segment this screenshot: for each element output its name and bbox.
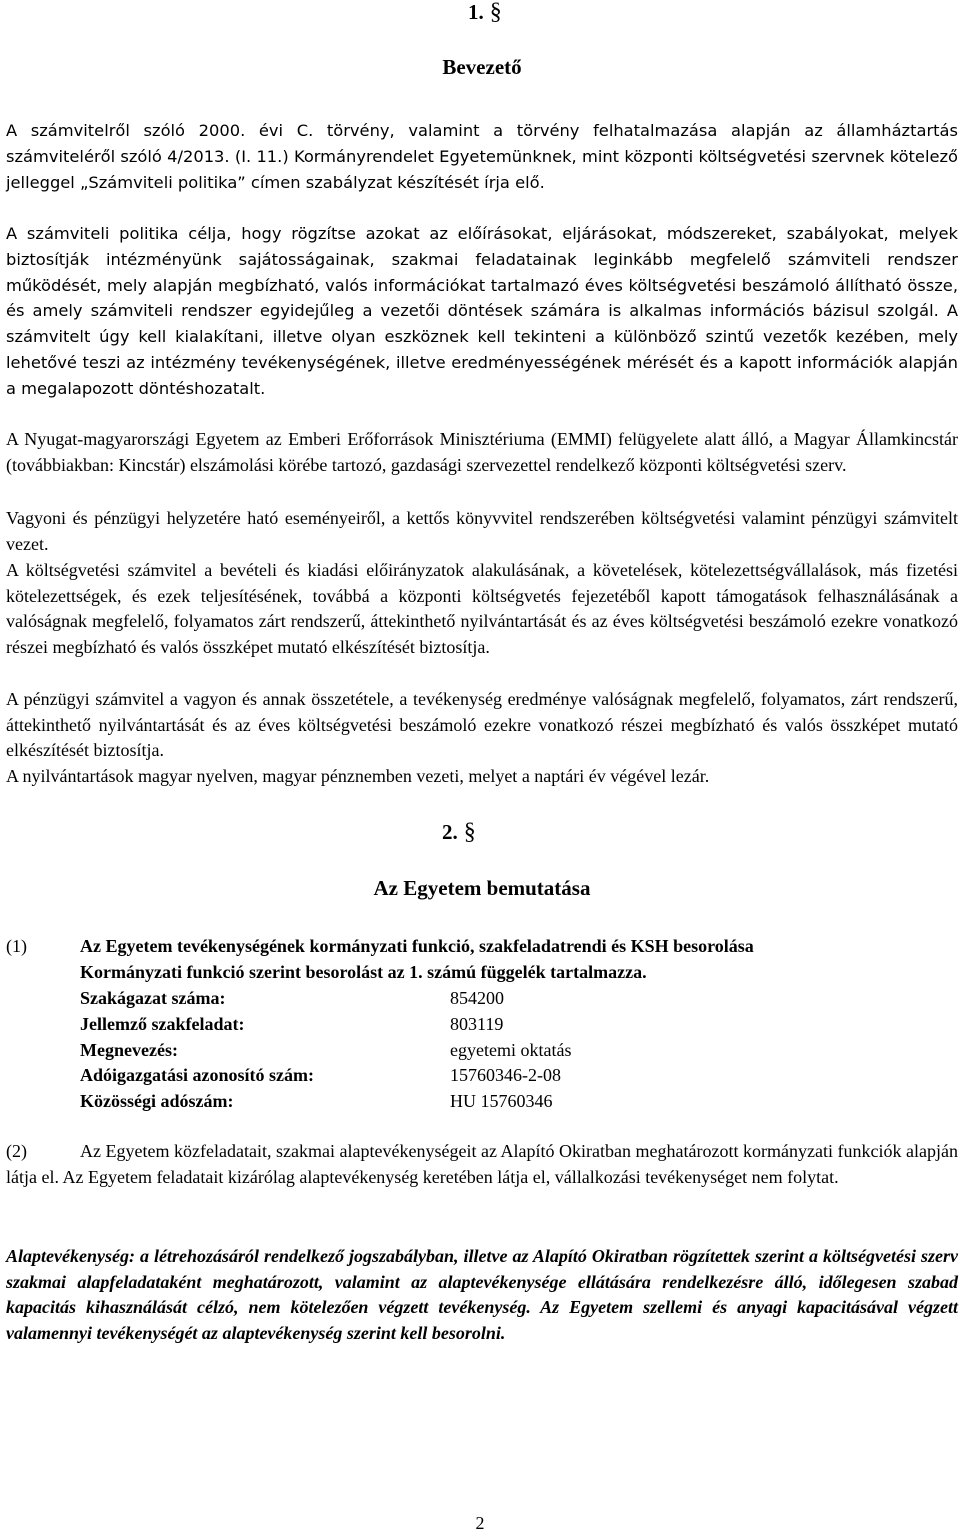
section-1-title: Bevezető — [442, 55, 522, 79]
intro-paragraph-2: A számviteli politika célja, hogy rögzítse azokat az előírásokat, eljárásokat, módszereket, szabályokat, melyek biztosítják intézményünk sajátosságainak, szakmai feladatainak leginkább megfelelő számviteli rendszer működését, mely alapján megbízható, valós információkat tartalmazó éves költségvetési beszámoló állítható össze, és amely számviteli rendszer egyidejűleg a vezetői döntések számára is alkalmas információs bázisul szolgál. A számvitelt úgy kell kialakítani, illetve olyan eszköznek kell tekinteni a különböző szintű vezetők kezében, mely lehetővé teszi az intézmény tevékenységének, illetve eredményességének mérését és a kapott információk alapján a megalapozott döntéshozatalt. — [6, 224, 958, 398]
definition-paragraph: Alaptevékenység: a létrehozásáról rendelkező jogszabályban, illetve az Alapító Okiratban rögzítettek szerint a költségvetési szerv szakmai alapfeladataként meghatározott, valamint az alaptevékenysége ellátására rendelkezésre álló, időlegesen szabad kapacitás kihasználását célzó, nem kötelezően végzett tevékenység. Az Egyetem szellemi és anyagi kapacitásával végzett valamennyi tevékenységét az alaptevékenység szerint kell besorolni. — [6, 1246, 958, 1343]
intro-paragraph-7: A nyilvántartások magyar nyelven, magyar pénznemben vezeti, melyet a naptári év végével lezár. — [6, 766, 710, 786]
section-number-text: 2. — [442, 820, 458, 844]
field-value: 803119 — [450, 1014, 504, 1034]
intro-paragraph-3: A Nyugat-magyarországi Egyetem az Emberi Erőforrások Minisztériuma (EMMI) felügyelete alatt álló, a Magyar Államkincstár (továbbiakban: Kincstár) elszámolási körébe tartozó, gazdasági szervezettel rendelkező központi költségvetési szerv. — [6, 429, 958, 475]
paragraph-sign-icon: § — [463, 819, 476, 845]
section-2-title: Az Egyetem bemutatása — [373, 876, 591, 900]
section-number-text: 1. — [468, 0, 484, 24]
intro-paragraph-4: Vagyoni és pénzügyi helyzetére ható eseményeiről, a kettős könyvvitel rendszerében költségvetési valamint pénzügyi számvitelt vezet. — [6, 508, 958, 554]
intro-paragraph-6: A pénzügyi számvitel a vagyon és annak összetétele, a tevékenység eredménye valóságnak megfelelő, folyamatos, zárt rendszerű, áttekinthető nyilvántartását és az éves költségvetési beszámoló ezekre vonatkozó részei megbízható és valós összképet mutató elkészítését biztosítja. — [6, 689, 958, 760]
field-value: 15760346-2-08 — [450, 1065, 561, 1085]
paragraph-sign-icon: § — [489, 0, 502, 25]
item-2 — [6, 1139, 958, 1190]
field-label: Jellemző szakfeladat: — [80, 1014, 245, 1034]
item-1-number: (1) — [6, 936, 27, 956]
item-1-heading: Az Egyetem tevékenységének kormányzati funkció, szakfeladatrendi és KSH besorolása — [80, 936, 754, 956]
field-label: Adóigazgatási azonosító szám: — [80, 1065, 314, 1085]
item-1-body — [80, 934, 960, 985]
item-2-number: (2) — [6, 1141, 27, 1161]
page-number: 2 — [475, 1513, 485, 1533]
section-1-number — [468, 0, 502, 26]
intro-paragraph-1: A számvitelről szóló 2000. évi C. törvény, valamint a törvény felhatalmazása alapján az államháztartás számviteléről szóló 4/2013. (I. 11.) Kormányrendelet Egyetemünknek, mint központi költségvetési szervnek kötelező jelleggel „Számviteli politika” címen szabályzat készítését írja elő. — [6, 121, 958, 192]
item-2-text: Az Egyetem közfeladatait, szakmai alaptevékenységeit az Alapító Okiratban meghatározott kormányzati funkciók alapján látja el. Az Egyetem feladatait kizárólag alaptevékenység keretében látja el, vállalkozási tevékenységet nem folytat. — [6, 1141, 958, 1187]
field-value: 854200 — [450, 988, 504, 1008]
intro-paragraph-5: A költségvetési számvitel a bevételi és kiadási előirányzatok alakulásának, a követelések, kötelezettségvállalások, más fizetési kötelezettségek, és ezek teljesítésének, továbbá a központi költségvetés fejezetéből kapott támogatások felhasználásának a valóságnak megfelelő, folyamatos zárt rendszerű, áttekinthető nyilvántartását és az éves költségvetési beszámoló ezekre vonatkozó részei megbízható és valós összképet mutató elkészítését biztosítja. — [6, 560, 958, 657]
item-1-line2: Kormányzati funkció szerint besorolást az 1. számú függelék tartalmazza. — [80, 961, 647, 982]
field-value: HU 15760346 — [450, 1091, 553, 1111]
field-label: Közösségi adószám: — [80, 1091, 234, 1111]
field-label: Megnevezés: — [80, 1040, 178, 1060]
field-value: egyetemi oktatás — [450, 1040, 572, 1060]
field-label: Szakágazat száma: — [80, 988, 226, 1008]
section-2-number — [442, 820, 476, 846]
